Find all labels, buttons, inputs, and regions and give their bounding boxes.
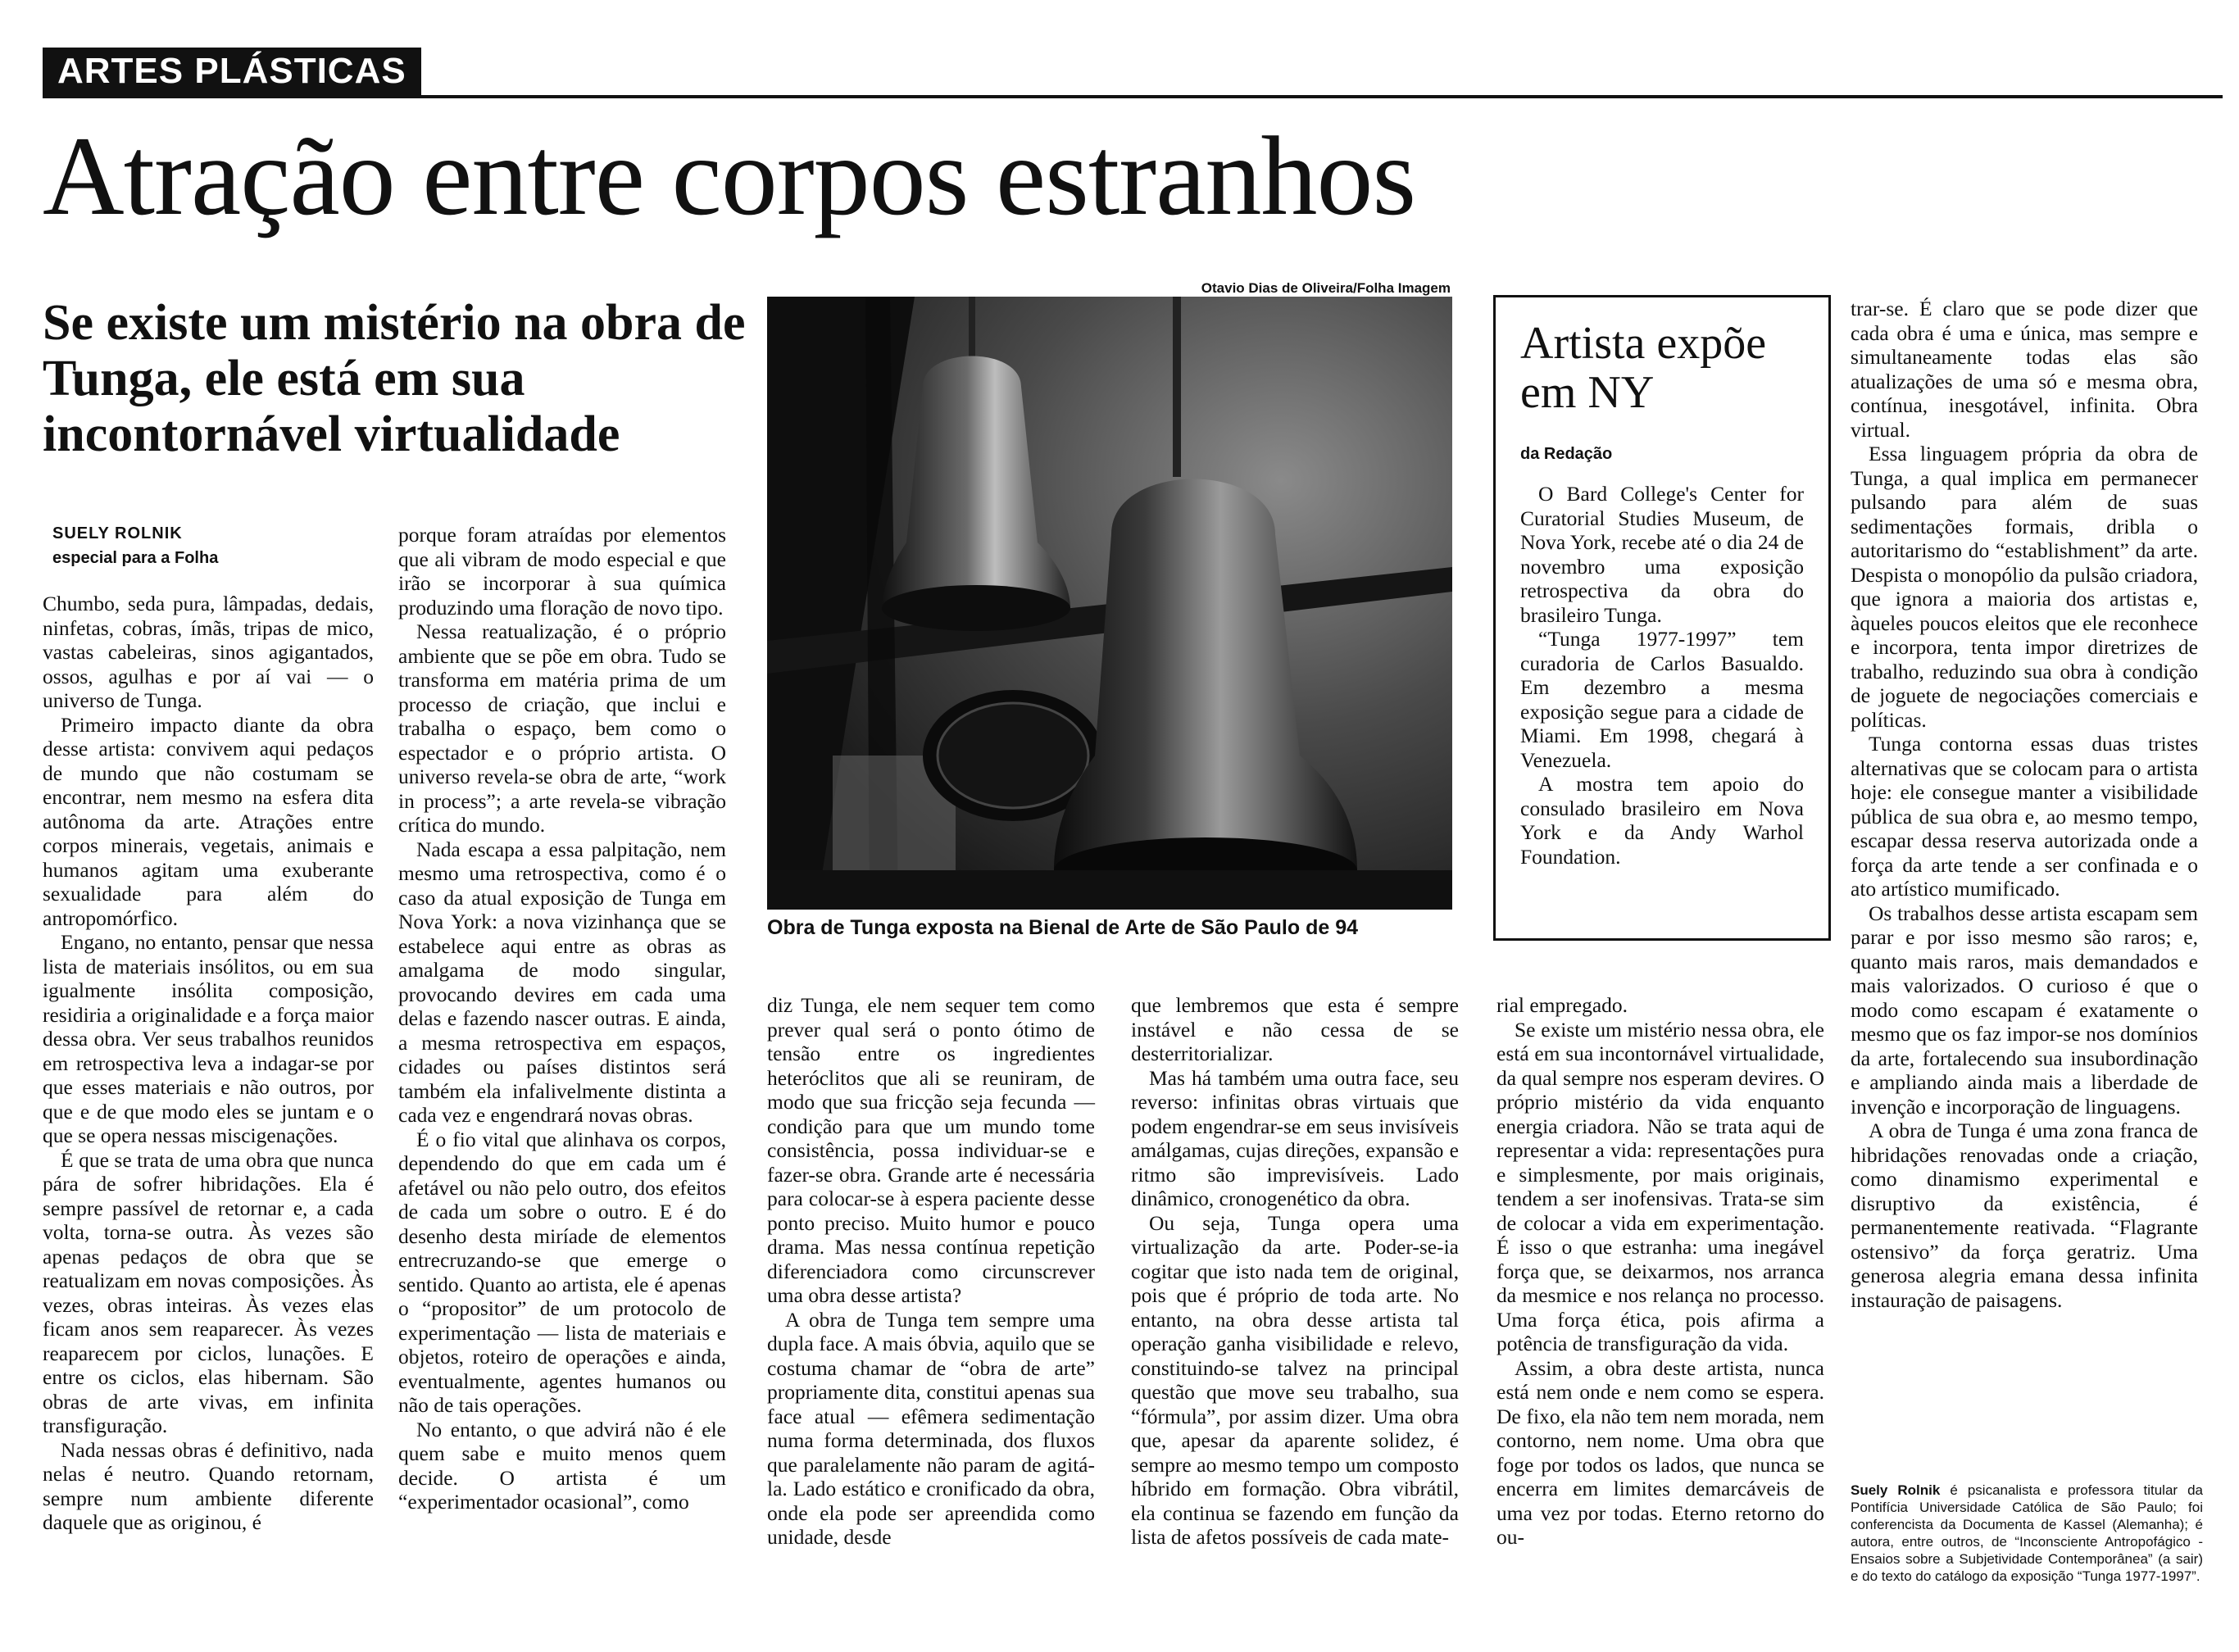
bells-photo [767, 297, 1452, 910]
paragraph: A mostra tem apoio do consulado brasileiro em Nova York e da Andy Warhol Foundation. [1520, 772, 1804, 869]
paragraph: Nessa reatualização, é o próprio ambiente que se põe em obra. Tudo se transforma em matéria prima de um processo de criação, que inclui e trabalha o espaço, bem como o espectador e o próprio artista. O universo revela-se obra de arte, “work in process”; a arte revela-se vibração crítica do mundo. [398, 620, 726, 837]
subhead: Se existe um mistério na obra de Tunga, ele está em sua incontornável virtualidade [43, 295, 746, 462]
paragraph: É que se trata de uma obra que nunca pára de sofrer hibridações. Ela é sempre passível de retornar e, a cada volta, torna-se outra. Às vezes são apenas pedaços de obra que se reatualizam em novas composições. Às vezes, obras inteiras. Às vezes elas ficam anos sem reaparecer. Às vezes reaparecem por ciclos, lunações. E entre os ciclos, elas hibernam. São obras de arte vivas, em infinita transfiguração. [43, 1147, 374, 1437]
paragraph: Engano, no entanto, pensar que nessa lista de materiais insólitos, ou em sua igualmente insólita composição, residiria a originalidade e a força maior dessa obra. Ver seus trabalhos reunidos em retrospectiva leva a indagar-se por que esses materiais e não outros, por que e de que modo eles se juntam e o que se opera nessas miscigenações. [43, 930, 374, 1147]
paragraph: trar-se. É claro que se pode dizer que cada obra é uma e única, mas sempre e simultaneamente todas elas são atualizações de uma só e mesma obra, contínua, inesgotável, infinita. Obra virtual. [1851, 297, 2198, 442]
paragraph: Mas há também uma outra face, seu reverso: infinitas obras virtuais que podem engendrar-se em seus invisíveis amálgamas, cujas direções, expansão e ritmo são imprevisíveis. Lado dinâmico, cronogenético da obra. [1131, 1065, 1459, 1210]
paragraph: porque foram atraídas por elementos que ali vibram de modo especial e que irão se incorporar à sua química produzindo uma floração de novo tipo. [398, 523, 726, 620]
paragraph: “Tunga 1977-1997” tem curadoria de Carlos Basualdo. Em dezembro a mesma exposição segue para a cidade de Miami. Em 1998, chegará à Venezuela. [1520, 627, 1804, 772]
paragraph: É o fio vital que alinhava os corpos, dependendo do que em cada um é afetável ou não pelo outro, dos efeitos de cada um sobre o outro. E é do desenho desta miríade de elementos entrecruzando-se que emerge o sentido. Quanto ao artista, ele é apenas o “propositor” de um protocolo de experimentação — lista de materiais e objetos, roteiro de operações e ainda, eventualmente, agentes humanos ou não de tais operações. [398, 1127, 726, 1417]
paragraph: Primeiro impacto diante da obra desse artista: convivem aqui pedaços de mundo que não costumam se encontrar, nem mesmo na esfera dita autônoma da arte. Atrações entre corpos minerais, vegetais, animais e humanos agitam uma exuberante sexualidade para além do antropomórfico. [43, 712, 374, 930]
sidebar-text [1520, 482, 1804, 869]
paragraph: rial empregado. [1496, 993, 1628, 1017]
paragraph: Essa linguagem própria da obra de Tunga, a qual implica em permanecer pulsando para além de suas sedimentações formais, dribla o autoritarismo do “establishment” da arte. Despista o monopólio da pulsão criadora, que ignora a maioria dos artistas e, àqueles poucos eleitos que ele reconhece e incorpora, tenta impor diretrizes de trabalho, reduzindo sua obra à condição de joguete de negociações comerciais e políticas. [1851, 442, 2198, 732]
paragraph: diz Tunga, ele nem sequer tem como prever qual será o ponto ótimo de tensão entre os ingredientes heteróclitos que ali se reuniram, de modo que sua fricção seja fecunda — condição para que um mundo tome consistência, possa individuar-se e fazer-se obra. Grande arte é necessária para colocar-se à espera paciente desse ponto preciso. Muito humor e pouco drama. Mas nessa contínua repetição diferenciadora como circunscrever uma obra desse artista? [767, 993, 1095, 1307]
byline-role: especial para a Folha [52, 549, 219, 567]
paragraph: Se existe um mistério nessa obra, ele está em sua incontornável virtualidade, da qual sempre nos esperam devires. O próprio mistério da vida enquanto energia criadora. Não se trata aqui de representar a vida: representações pura e simplesmente, por mais originais, tendem a ser inofensivas. Trata-se sim de colocar a vida em experimentação. É isso o que estranha: uma inegável força que, se deixarmos, nos arranca da mesmice e nos relança no processo. Uma força ética, pois afirma a potência de transfiguração da vida. [1496, 1017, 1824, 1355]
byline [52, 521, 218, 570]
sidebar-box [1493, 295, 1831, 941]
author-bio [1851, 1482, 2203, 1585]
bio-name: Suely Rolnik [1851, 1482, 1941, 1498]
paragraph: Nada nessas obras é definitivo, nada nelas é neutro. Quando retornam, sempre num ambiente diferente daquele que as originou, é [43, 1437, 374, 1534]
photo-credit: Otavio Dias de Oliveira/Folha Imagem [1201, 280, 1451, 296]
article-column-6 [1851, 297, 2198, 1312]
paragraph: Chumbo, seda pura, lâmpadas, dedais, ninfetas, cobras, ímãs, tripas de mico, vastas cabeleiras, sinos agigantados, ossos, agulhas e por aí vai — o universo de Tunga. [43, 592, 374, 712]
sidebar-source: da Redação [1520, 445, 1613, 463]
sidebar-title: Artista expõe em NY [1520, 318, 1767, 418]
header-rule [43, 95, 2223, 98]
article-column-2 [398, 523, 726, 1514]
paragraph: Os trabalhos desse artista escapam sem parar e por isso mesmo são raros; e, quanto mais raros, mais demandados e mais valorizados. O curioso é que o modo como escapam é exatamente o mesmo que os faz impor-se nos domínios da arte, fortalecendo sua insubordinação e ampliando ainda mais a liberdade de invenção e incorporação de linguagens. [1851, 901, 2198, 1119]
paragraph: O Bard College's Center for Curatorial Studies Museum, de Nova York, recebe até o dia 24 de novembro uma exposição retrospectiva da obra do brasileiro Tunga. [1520, 482, 1804, 627]
headline: Atração entre corpos estranhos [43, 113, 1416, 238]
paragraph: Nada escapa a essa palpitação, nem mesmo uma retrospectiva, como é o caso da atual exposição de Tunga em Nova York: a nova vizinhança que se estabelece aqui entre as obras as amalgama de modo singular, provocando devires em cada uma delas e fazendo nascer outras. E ainda, a mesma retrospectiva em espaços, cidades ou países distintos será também ela infalivelmente distinta a cada vez e engendrará novas obras. [398, 837, 726, 1127]
article-column-1 [43, 592, 374, 1535]
paragraph: No entanto, o que advirá não é ele quem sabe e muito menos quem decide. O artista é um “experimentador ocasional”, como [398, 1417, 726, 1514]
paragraph: Assim, a obra deste artista, nunca está nem onde e nem como se espera. De fixo, ela não tem nem morada, nem contorno, nem nome. Uma obra que foge por todos os lados, que nunca se encerra em limites demarcáveis de uma vez por todas. Eterno retorno do ou- [1496, 1355, 1824, 1549]
article-column-3 [767, 993, 1095, 1550]
paragraph: que lembremos que esta é sempre instável e não cessa de se desterritorializar. [1131, 993, 1459, 1065]
article-column-5 [1496, 993, 1824, 1550]
paragraph: A obra de Tunga é uma zona franca de hibridações renovadas onde a criação, como dinamismo experimental e disruptivo da existência, é permanentemente reativada. “Flagrante ostensivo” da força geratriz. Uma generosa alegria emana dessa infinita instauração de paisagens. [1851, 1119, 2198, 1312]
photo-caption: Obra de Tunga exposta na Bienal de Arte de São Paulo de 94 [767, 916, 1359, 939]
paragraph: Ou seja, Tunga opera uma virtualização da arte. Poder-se-ia cogitar que isto nada tem de original, pois que é próprio de toda arte. No entanto, na obra desse artista tal operação ganha visibilidade e relevo, constituindo-se talvez na principal questão que move seu trabalho, sua “fórmula”, por assim dizer. Uma obra que, apesar da aparente solidez, é sempre ao mesmo tempo um composto híbrido em formação. Obra vibrátil, ela continua se fazendo em função da lista de afetos possíveis de cada mate- [1131, 1210, 1459, 1549]
bells-illustration [767, 297, 1452, 910]
paragraph: Tunga contorna essas duas tristes alternativas que se colocam para o artista hoje: ele consegue manter a visibilidade pública de sua obra e, ao mesmo tempo, escapar dessa reserva autorizada onde a força da arte tende a ser confinada e o ato artístico mumificado. [1851, 732, 2198, 901]
byline-author: SUELY ROLNIK [52, 524, 183, 542]
bio-text: é psicanalista e professora titular da Pontifícia Universidade Católica de São Paulo; foi conferencista da Documenta de Kassel (Alemanha); é autora, entre outros, de “Inconsciente Antropofágico - Ensaios sobre a Subjetividade Contemporânea” (a sair) e do texto do catálogo da exposição “Tunga 1977-1997”. [1851, 1482, 2203, 1584]
paragraph: A obra de Tunga tem sempre uma dupla face. A mais óbvia, aquilo que se costuma chamar de “obra de arte” propriamente dita, constitui apenas sua face atual — efêmera sedimentação numa forma determinada, dos fluxos que paralelamente não param de agitá-la. Lado estático e cronificado da obra, onde ela pode ser apreendida como unidade, desde [767, 1307, 1095, 1549]
section-tag: ARTES PLÁSTICAS [43, 48, 421, 95]
article-column-4 [1131, 993, 1459, 1550]
